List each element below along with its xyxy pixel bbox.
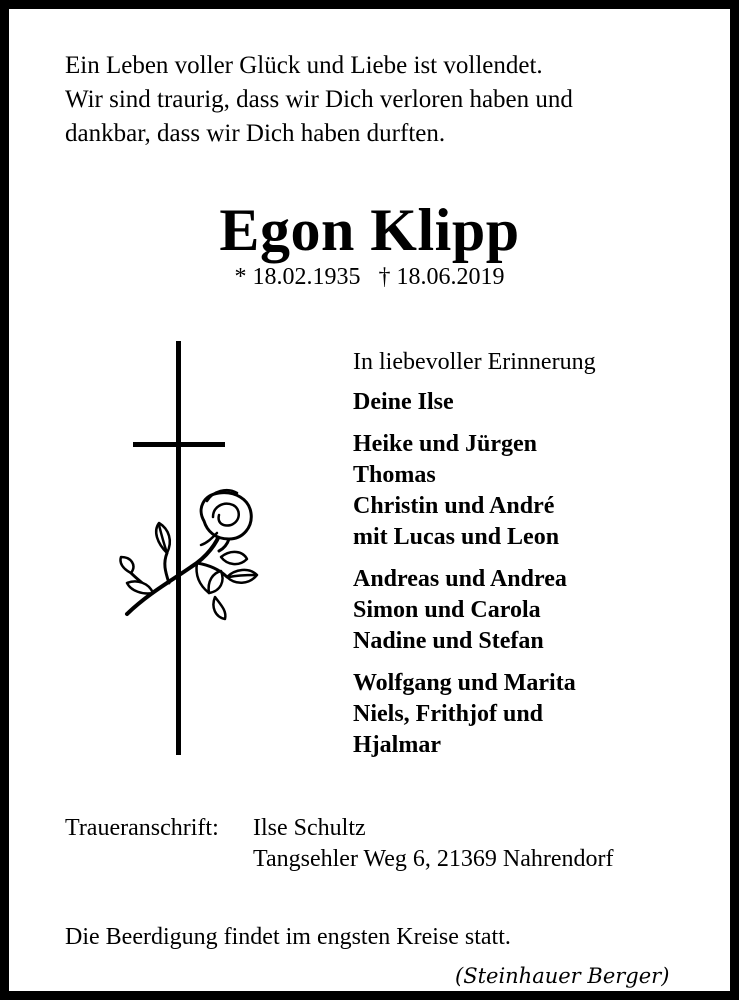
mourner-line: mit Lucas und Leon — [353, 524, 560, 550]
address-label: Traueranschrift: — [65, 815, 219, 841]
stonemason-signature: (Steinhauer Berger) — [455, 964, 670, 988]
birth-date: * 18.02.1935 — [234, 264, 361, 290]
mourner-group — [353, 564, 596, 657]
mourner-line: Heike und Jürgen — [353, 431, 538, 457]
mourner-line: Deine Ilse — [353, 389, 454, 415]
funeral-note: Die Beerdigung findet im engsten Kreise statt. — [65, 924, 511, 950]
mourner-line: Christin und André — [353, 493, 555, 519]
cross-with-rose-icon — [109, 331, 269, 761]
cross-rose-graphic — [109, 331, 269, 761]
life-dates — [9, 262, 730, 292]
mourner-line: Simon und Carola — [353, 597, 541, 623]
mourner-line: Hjalmar — [353, 732, 441, 758]
verse-line: dankbar, dass wir Dich haben durften. — [65, 120, 446, 147]
mourner-line: Wolfgang und Marita — [353, 670, 576, 696]
verse-text — [65, 49, 573, 151]
mourner-line: Nadine und Stefan — [353, 628, 544, 654]
cross-vertical-beam — [176, 341, 181, 755]
cross-horizontal-beam — [133, 442, 225, 447]
death-date: † 18.06.2019 — [378, 264, 505, 290]
mourner-group — [353, 668, 596, 761]
rose-icon — [120, 490, 257, 619]
mourner-line: Niels, Frithjof und — [353, 701, 544, 727]
mourning-address — [65, 813, 614, 875]
address-row — [65, 844, 614, 875]
memorial-intro: In liebevoller Erinnerung — [353, 349, 596, 375]
mourners-list — [353, 347, 596, 772]
mourner-line: Thomas — [353, 462, 436, 488]
mourner-line: Andreas und Andrea — [353, 566, 567, 592]
address-row — [65, 813, 614, 844]
address-name: Ilse Schultz — [253, 815, 366, 841]
verse-line: Wir sind traurig, dass wir Dich verloren haben und — [65, 86, 573, 113]
deceased-name: Egon Klipp — [219, 197, 520, 263]
mourner-group — [353, 429, 596, 553]
address-street: Tangsehler Weg 6, 21369 Nahrendorf — [253, 846, 614, 872]
mourner-group — [353, 387, 596, 418]
verse-line: Ein Leben voller Glück und Liebe ist vollendet. — [65, 52, 543, 79]
